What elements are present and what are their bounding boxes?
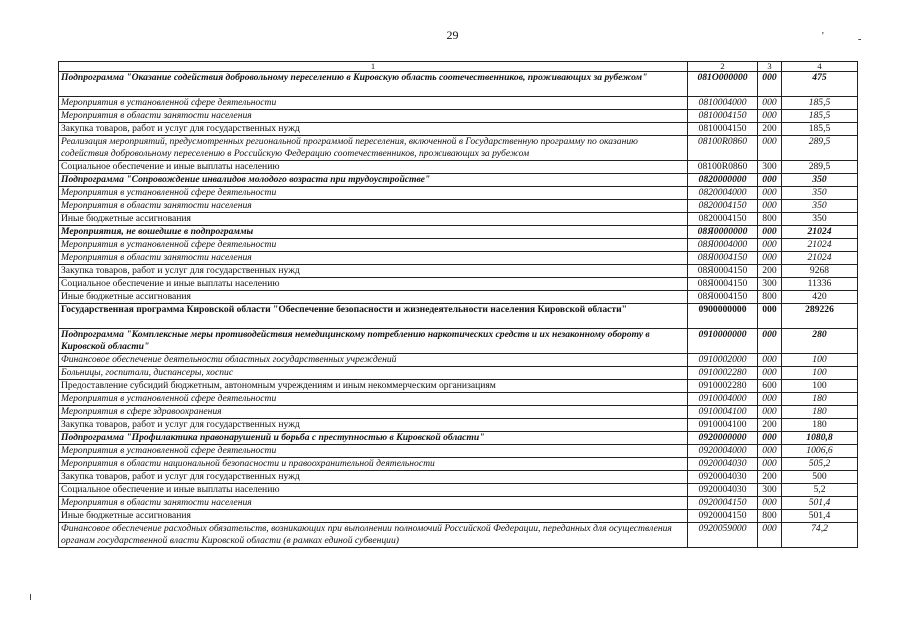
row-sum: 21024	[782, 226, 858, 239]
row-sum: 74,2	[782, 523, 858, 548]
table-row	[59, 419, 858, 432]
row-type: 000	[758, 174, 782, 187]
table-row	[59, 497, 858, 510]
row-type: 600	[758, 380, 782, 393]
row-name: Иные бюджетные ассигнования	[59, 510, 688, 523]
row-name: Иные бюджетные ассигнования	[59, 291, 688, 304]
row-sum: 180	[782, 419, 858, 432]
row-type: 300	[758, 484, 782, 497]
table-row	[59, 161, 858, 174]
table-row	[59, 471, 858, 484]
page-number: 29	[446, 28, 459, 42]
row-type: 000	[758, 304, 782, 329]
table-row	[59, 380, 858, 393]
row-sum: 420	[782, 291, 858, 304]
row-code: 08Я0004150	[688, 252, 758, 265]
row-type: 000	[758, 432, 782, 445]
row-name: Мероприятия в установленной сфере деятельности	[59, 445, 688, 458]
row-name: Иные бюджетные ассигнования	[59, 213, 688, 226]
row-code: 0920004030	[688, 471, 758, 484]
row-name: Социальное обеспечение и иные выплаты населению	[59, 484, 688, 497]
table-row	[59, 484, 858, 497]
table-row	[59, 174, 858, 187]
row-sum: 501,4	[782, 510, 858, 523]
row-name: Мероприятия, не вошедшие в подпрограммы	[59, 226, 688, 239]
row-name: Закупка товаров, работ и услуг для государственных нужд	[59, 265, 688, 278]
row-sum: 1080,8	[782, 432, 858, 445]
header-col-3: 3	[758, 62, 782, 72]
row-type: 000	[758, 239, 782, 252]
row-code: 0920059000	[688, 523, 758, 548]
row-type: 000	[758, 97, 782, 110]
table-row	[59, 72, 858, 97]
row-name: Реализация мероприятий, предусмотренных региональной программой переселения, включенной в Государственную программу по оказанию содействия добровольному переселению в Российскую Федерацию соотечественников, проживающих за рубежом	[59, 136, 688, 161]
row-name: Социальное обеспечение и иные выплаты населению	[59, 278, 688, 291]
header-col-4: 4	[782, 62, 858, 72]
row-name: Мероприятия в установленной сфере деятельности	[59, 187, 688, 200]
table-row	[59, 278, 858, 291]
row-type: 800	[758, 213, 782, 226]
table-row	[59, 136, 858, 161]
row-name: Мероприятия в установленной сфере деятельности	[59, 239, 688, 252]
row-type: 300	[758, 278, 782, 291]
table-row	[59, 110, 858, 123]
row-code: 0920004030	[688, 484, 758, 497]
row-code: 0820004000	[688, 187, 758, 200]
row-type: 000	[758, 367, 782, 380]
row-name: Мероприятия в области занятости населения	[59, 497, 688, 510]
table-row	[59, 187, 858, 200]
row-sum: 350	[782, 174, 858, 187]
row-name: Социальное обеспечение и иные выплаты населению	[59, 161, 688, 174]
row-name: Подпрограмма "Профилактика правонарушений и борьба с преступностью в Кировской области"	[59, 432, 688, 445]
row-code: 0810004150	[688, 110, 758, 123]
row-sum: 9268	[782, 265, 858, 278]
row-sum: 185,5	[782, 97, 858, 110]
row-type: 000	[758, 458, 782, 471]
row-code: 0910004100	[688, 419, 758, 432]
table-row	[59, 213, 858, 226]
row-type: 000	[758, 110, 782, 123]
table-row	[59, 367, 858, 380]
row-name: Мероприятия в области национальной безопасности и правоохранительной деятельности	[59, 458, 688, 471]
table-row	[59, 265, 858, 278]
table-row	[59, 510, 858, 523]
scan-mark: -	[858, 34, 862, 45]
table-row	[59, 406, 858, 419]
row-sum: 100	[782, 380, 858, 393]
row-name: Закупка товаров, работ и услуг для государственных нужд	[59, 123, 688, 136]
row-code: 0910002000	[688, 354, 758, 367]
row-type: 000	[758, 252, 782, 265]
row-code: 0910000000	[688, 329, 758, 354]
row-name: Мероприятия в установленной сфере деятельности	[59, 393, 688, 406]
row-code: 0910002280	[688, 380, 758, 393]
row-code: 0920004000	[688, 445, 758, 458]
table-row	[59, 252, 858, 265]
row-code: 0920000000	[688, 432, 758, 445]
table-row	[59, 354, 858, 367]
row-type: 000	[758, 393, 782, 406]
table-row	[59, 226, 858, 239]
row-name: Финансовое обеспечение деятельности областных государственных учреждений	[59, 354, 688, 367]
row-sum: 350	[782, 187, 858, 200]
row-sum: 11336	[782, 278, 858, 291]
row-code: 08100R0860	[688, 161, 758, 174]
row-code: 0910004100	[688, 406, 758, 419]
header-col-1: 1	[59, 62, 688, 72]
row-name: Больницы, госпитали, диспансеры, хоспис	[59, 367, 688, 380]
table-row	[59, 97, 858, 110]
table-row	[59, 329, 858, 354]
table-row	[59, 432, 858, 445]
row-type: 000	[758, 445, 782, 458]
row-name: Финансовое обеспечение расходных обязательств, возникающих при выполнении полномочий Российской Федерации, переданных для осуществления органам государственной власти Кировской области (в рамках единой субвенции)	[59, 523, 688, 548]
row-code: 0820004150	[688, 200, 758, 213]
row-type: 000	[758, 523, 782, 548]
row-type: 000	[758, 406, 782, 419]
row-code: 08Я0004150	[688, 278, 758, 291]
row-name: Мероприятия в сфере здравоохранения	[59, 406, 688, 419]
row-sum: 180	[782, 406, 858, 419]
row-name: Государственная программа Кировской области "Обеспечение безопасности и жизнедеятельности населения Кировской области"	[59, 304, 688, 329]
row-sum: 1006,6	[782, 445, 858, 458]
row-sum: 21024	[782, 252, 858, 265]
row-sum: 501,4	[782, 497, 858, 510]
table-row	[59, 445, 858, 458]
row-sum: 475	[782, 72, 858, 97]
row-name: Мероприятия в области занятости населения	[59, 200, 688, 213]
header-col-2: 2	[688, 62, 758, 72]
row-code: 0900000000	[688, 304, 758, 329]
row-type: 000	[758, 226, 782, 239]
row-sum: 350	[782, 200, 858, 213]
scan-mark: '	[822, 31, 824, 42]
row-name: Мероприятия в области занятости населения	[59, 110, 688, 123]
row-code: 08Я0004150	[688, 291, 758, 304]
row-code: 0820004150	[688, 213, 758, 226]
table-row	[59, 200, 858, 213]
scan-mark	[30, 594, 31, 600]
row-code: 08Я0004150	[688, 265, 758, 278]
row-code: 0820000000	[688, 174, 758, 187]
row-sum: 180	[782, 393, 858, 406]
table-row	[59, 523, 858, 548]
row-sum: 505,2	[782, 458, 858, 471]
row-code: 081O000000	[688, 72, 758, 97]
table-row	[59, 458, 858, 471]
row-type: 000	[758, 497, 782, 510]
table-row	[59, 304, 858, 329]
row-sum: 289,5	[782, 161, 858, 174]
row-type: 000	[758, 329, 782, 354]
row-name: Подпрограмма "Сопровождение инвалидов молодого возраста при трудоустройстве"	[59, 174, 688, 187]
row-type: 000	[758, 72, 782, 97]
table-header-row	[59, 62, 858, 72]
row-name: Мероприятия в области занятости населения	[59, 252, 688, 265]
row-name: Закупка товаров, работ и услуг для государственных нужд	[59, 471, 688, 484]
row-code: 0920004150	[688, 510, 758, 523]
table-row	[59, 239, 858, 252]
row-sum: 100	[782, 367, 858, 380]
row-type: 800	[758, 510, 782, 523]
row-sum: 21024	[782, 239, 858, 252]
row-sum: 100	[782, 354, 858, 367]
row-type: 800	[758, 291, 782, 304]
row-type: 000	[758, 200, 782, 213]
row-type: 200	[758, 471, 782, 484]
row-code: 0920004030	[688, 458, 758, 471]
row-sum: 350	[782, 213, 858, 226]
row-name: Мероприятия в установленной сфере деятельности	[59, 97, 688, 110]
row-code: 0910004000	[688, 393, 758, 406]
row-type: 200	[758, 419, 782, 432]
row-code: 08100R0860	[688, 136, 758, 161]
row-type: 300	[758, 161, 782, 174]
table-row	[59, 123, 858, 136]
row-sum: 289,5	[782, 136, 858, 161]
row-type: 000	[758, 136, 782, 161]
table-row	[59, 291, 858, 304]
table-row	[59, 393, 858, 406]
row-code: 0810004150	[688, 123, 758, 136]
row-code: 08Я0000000	[688, 226, 758, 239]
row-name: Предоставление субсидий бюджетным, автономным учреждениям и иным некоммерческим организациям	[59, 380, 688, 393]
row-type: 200	[758, 265, 782, 278]
row-sum: 500	[782, 471, 858, 484]
budget-table	[58, 61, 858, 548]
row-type: 200	[758, 123, 782, 136]
row-name: Подпрограмма "Комплексные меры противодействия немедицинскому потреблению наркотических средств и их незаконному обороту в Кировской области"	[59, 329, 688, 354]
row-name: Закупка товаров, работ и услуг для государственных нужд	[59, 419, 688, 432]
row-sum: 5,2	[782, 484, 858, 497]
row-sum: 280	[782, 329, 858, 354]
row-code: 0810004000	[688, 97, 758, 110]
row-sum: 185,5	[782, 110, 858, 123]
row-sum: 289226	[782, 304, 858, 329]
row-type: 000	[758, 187, 782, 200]
row-name: Подпрограмма "Оказание содействия добровольному переселению в Кировскую область соотечественников, проживающих за рубежом"	[59, 72, 688, 97]
row-sum: 185,5	[782, 123, 858, 136]
row-code: 08Я0004000	[688, 239, 758, 252]
row-code: 0920004150	[688, 497, 758, 510]
row-type: 000	[758, 354, 782, 367]
row-code: 0910002280	[688, 367, 758, 380]
